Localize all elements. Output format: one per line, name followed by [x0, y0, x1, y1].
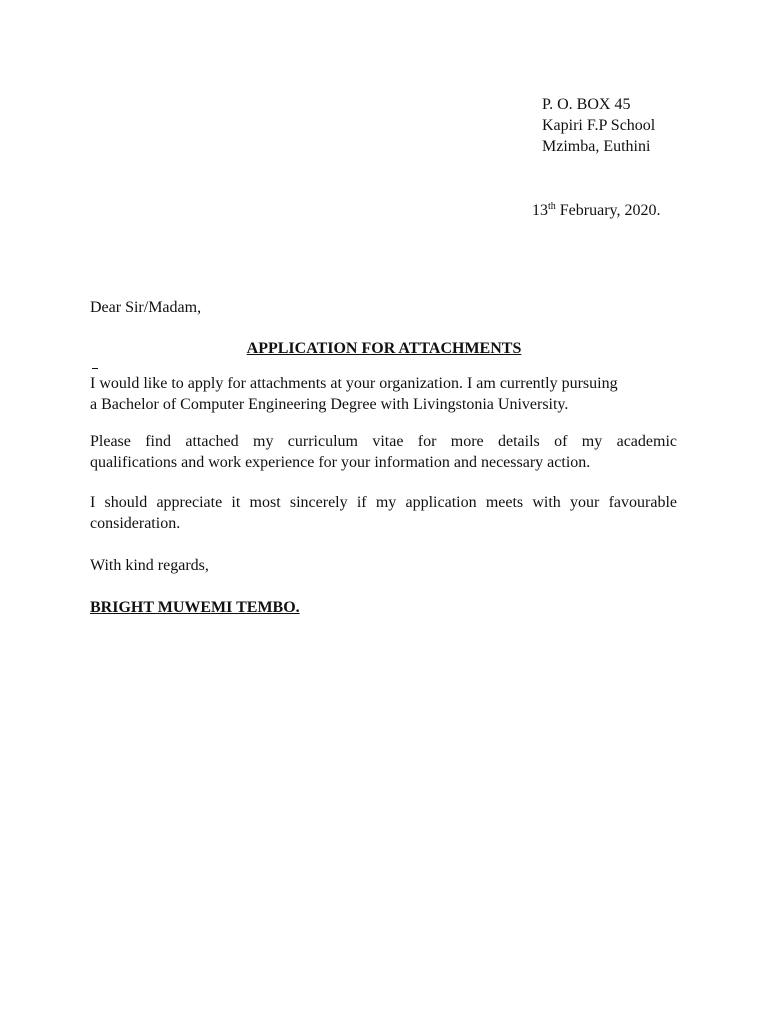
date-day: 13 [532, 202, 548, 219]
body-paragraph-3 [90, 492, 677, 534]
paragraph-3-line-2: consideration. [90, 515, 181, 532]
paragraph-2-line-2: qualifications and work experience for your information and necessary action. [90, 454, 591, 471]
body-paragraph-1 [90, 373, 677, 415]
date-rest: February, 2020. [555, 202, 661, 219]
letter-date [532, 200, 661, 221]
address-line-po-box: P. O. BOX 45 [542, 96, 631, 113]
paragraph-1-line-1: I would like to apply for attachments at your organization. I am currently pursuing [90, 375, 618, 392]
address-line-school: Kapiri F.P School [542, 117, 656, 134]
paragraph-1-line-2: a Bachelor of Computer Engineering Degree with Livingstonia University. [90, 396, 569, 413]
signature-name: BRIGHT MUWEMI TEMBO. [90, 599, 300, 616]
body-paragraph-2 [90, 431, 677, 473]
address-line-location: Mzimba, Euthini [542, 138, 651, 155]
date-day-suffix: th [548, 201, 556, 212]
letter-subject: APPLICATION FOR ATTACHMENTS [246, 340, 522, 357]
paragraph-2-line-1: Please find attached my curriculum vitae for more details of my academic [90, 433, 677, 450]
paragraph-3-line-1: I should appreciate it most sincerely if my application meets with your favourable [90, 494, 677, 511]
salutation: Dear Sir/Madam, [90, 299, 202, 316]
closing: With kind regards, [90, 557, 209, 574]
underline-mark [92, 368, 98, 369]
